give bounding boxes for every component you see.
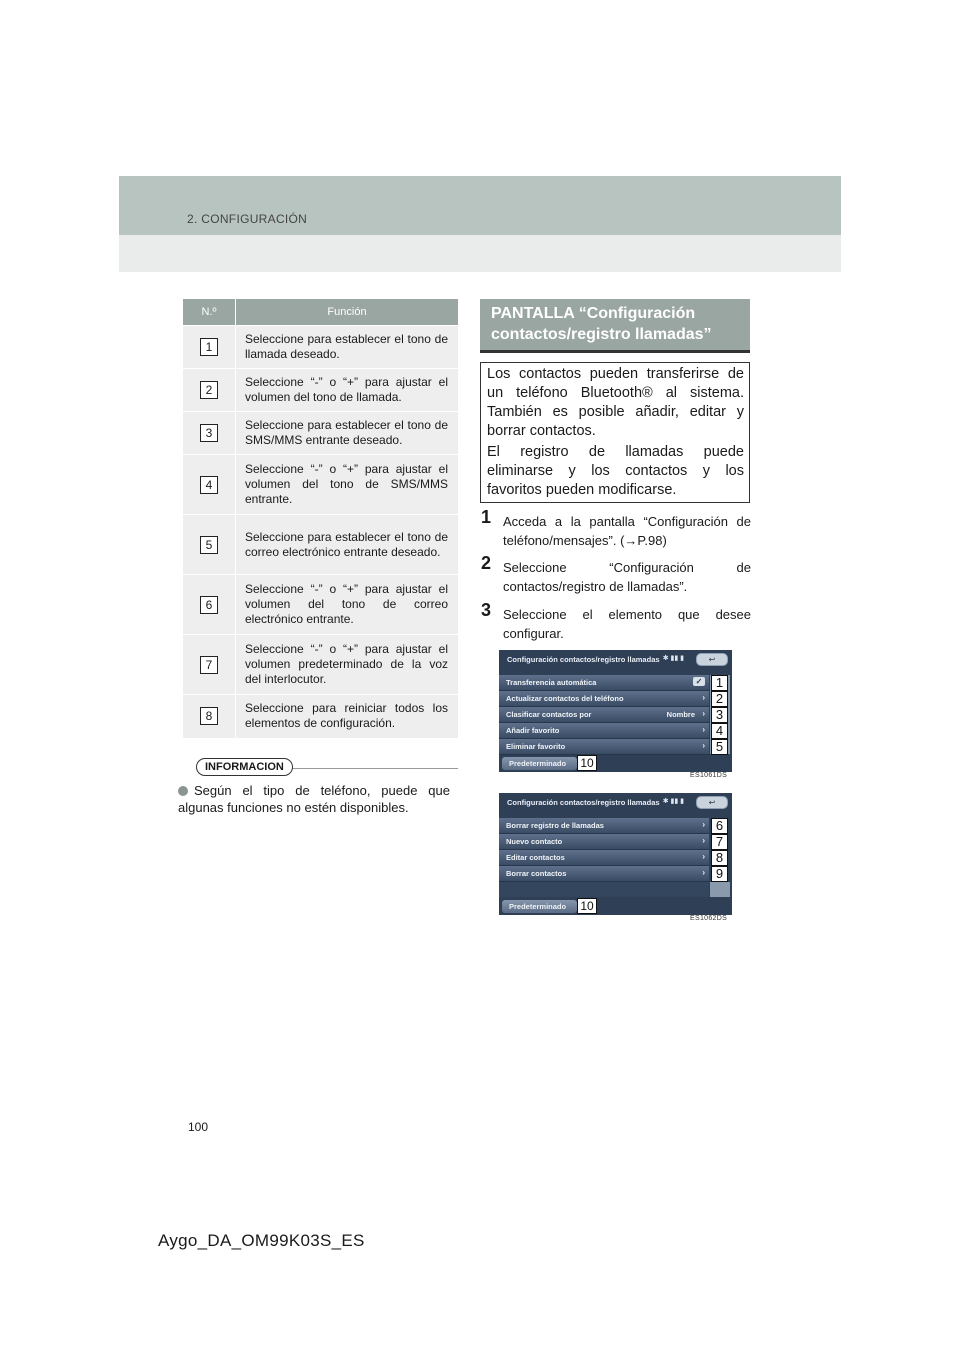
table-row <box>183 326 458 369</box>
back-arrow-icon[interactable]: ↩ <box>696 653 728 666</box>
menu-item-edit-contacts[interactable]: Editar contactos › <box>499 850 709 866</box>
default-button[interactable]: Predeterminado <box>502 900 577 913</box>
panel-description <box>480 362 750 503</box>
footer-code: Aygo_DA_OM99K03S_ES <box>158 1231 365 1250</box>
back-arrow-icon[interactable]: ↩ <box>696 796 728 809</box>
panel-paragraph-1: Los contactos pueden transferirse de un teléfono Bluetooth® al sistema. También es posible añadir, editar y borrar contactos. <box>487 366 744 439</box>
row-description: Seleccione para establecer el tono de correo electrónico entrante deseado. <box>236 515 459 575</box>
screen-title: Configuración contactos/registro llamadas <box>507 655 660 664</box>
table-row <box>183 455 458 515</box>
callout-number: 10 <box>577 755 597 771</box>
step-number: 1 <box>481 507 492 527</box>
menu-item-remove-favorite[interactable]: Eliminar favorito › <box>499 739 709 755</box>
row-number: 1 <box>200 338 218 356</box>
row-number: 2 <box>200 381 218 399</box>
step-number: 3 <box>481 600 492 620</box>
panel-title: PANTALLA “Configuración contactos/registro llamadas” <box>480 299 750 350</box>
step-number: 2 <box>481 553 492 573</box>
row-number: 4 <box>200 476 218 494</box>
table-row <box>183 515 458 575</box>
menu-item-update-contacts[interactable]: Actualizar contactos del teléfono › <box>499 691 709 707</box>
row-number: 3 <box>200 424 218 442</box>
page-number: 100 <box>188 1120 209 1134</box>
chevron-right-icon: › <box>702 868 705 877</box>
step-text: Seleccione el elemento que desee configurar. <box>503 607 751 641</box>
table-row <box>183 695 458 738</box>
chevron-right-icon: › <box>702 836 705 845</box>
callout-number: 9 <box>711 866 728 882</box>
row-description: Seleccione para reiniciar todos los elementos de configuración. <box>236 695 459 738</box>
table-row <box>183 575 458 635</box>
callout-number: 2 <box>711 691 728 707</box>
step-text: Seleccione “Configuración de contactos/registro de llamadas”. <box>503 560 751 594</box>
callout-number: 5 <box>711 739 728 755</box>
menu-item-add-favorite[interactable]: Añadir favorito › <box>499 723 709 739</box>
section-title: 2. CONFIGURACIÓN <box>187 212 308 226</box>
empty-row <box>499 882 709 897</box>
table-header-row <box>183 299 458 326</box>
menu-item-sort-contacts[interactable]: Clasificar contactos por Nombre › <box>499 707 709 723</box>
chevron-right-icon: › <box>702 852 705 861</box>
chevron-right-icon: › <box>702 693 705 702</box>
row-number: 8 <box>200 707 218 725</box>
info-badge: INFORMACION <box>196 758 293 776</box>
callout-number: 10 <box>577 898 597 914</box>
screen-title: Configuración contactos/registro llamadas <box>507 798 660 807</box>
row-number: 7 <box>200 656 218 674</box>
info-text-content: Según el tipo de teléfono, puede que algunas funciones no estén disponibles. <box>178 783 450 815</box>
row-number: 5 <box>200 536 218 554</box>
row-description: Seleccione para establecer el tono de llamada deseado. <box>236 326 459 369</box>
callout-number: 1 <box>711 675 728 691</box>
page-header <box>119 176 841 272</box>
screenshot-contacts-settings-1 <box>499 650 732 772</box>
info-text <box>178 782 450 816</box>
chevron-right-icon: › <box>702 820 705 829</box>
row-description: Seleccione “-” o “+” para ajustar el volumen del tono de correo electrónico entrante. <box>236 575 459 635</box>
chevron-right-icon: › <box>702 741 705 750</box>
row-description: Seleccione “-” o “+” para ajustar el volumen del tono de SMS/MMS entrante. <box>236 455 459 515</box>
row-description: Seleccione “-” o “+” para ajustar el volumen predeterminado de la voz del interlocutor. <box>236 635 459 695</box>
column-header-function: Función <box>236 299 459 326</box>
step-1 <box>481 507 751 550</box>
menu-item-auto-transfer[interactable]: Transferencia automática ✓ <box>499 675 709 691</box>
chevron-right-icon: › <box>702 725 705 734</box>
bullet-circle-icon <box>178 786 188 796</box>
menu-item-new-contact[interactable]: Nuevo contacto › <box>499 834 709 850</box>
callout-number: 8 <box>711 850 728 866</box>
header-band <box>119 176 841 235</box>
default-button[interactable]: Predeterminado <box>502 757 577 770</box>
row-description: Seleccione para establecer el tono de SMS/MMS entrante deseado. <box>236 412 459 455</box>
menu-item-delete-contacts[interactable]: Borrar contactos › <box>499 866 709 882</box>
step-text: Acceda a la pantalla “Configuración de teléfono/mensajes”. (→P.98) <box>503 514 751 548</box>
step-3 <box>481 600 751 643</box>
panel-paragraph-2: El registro de llamadas puede eliminarse y los contactos y los favoritos pueden modificarse. <box>487 444 744 498</box>
image-code: ES1062DS <box>690 915 728 922</box>
table-row <box>183 412 458 455</box>
callout-number: 3 <box>711 707 728 723</box>
chevron-right-icon: › <box>702 709 705 718</box>
screenshot-contacts-settings-2 <box>499 793 732 915</box>
row-description: Seleccione “-” o “+” para ajustar el volumen del tono de llamada. <box>236 369 459 412</box>
row-number: 6 <box>200 596 218 614</box>
menu-item-delete-call-log[interactable]: Borrar registro de llamadas › <box>499 818 709 834</box>
callout-number: 6 <box>711 818 728 834</box>
scrollbar[interactable] <box>710 882 730 897</box>
panel-title-separator <box>480 350 750 353</box>
status-icons: ✱ ▮▮ ▮ <box>662 655 684 662</box>
status-icons: ✱ ▮▮ ▮ <box>662 798 684 805</box>
callout-number: 4 <box>711 723 728 739</box>
callout-number: 7 <box>711 834 728 850</box>
table-row <box>183 369 458 412</box>
checkbox-icon[interactable]: ✓ <box>693 677 705 686</box>
step-2 <box>481 553 751 596</box>
image-code: ES1061DS <box>690 772 728 779</box>
column-header-number: N.º <box>183 299 236 326</box>
function-table <box>183 299 458 738</box>
table-row <box>183 635 458 695</box>
